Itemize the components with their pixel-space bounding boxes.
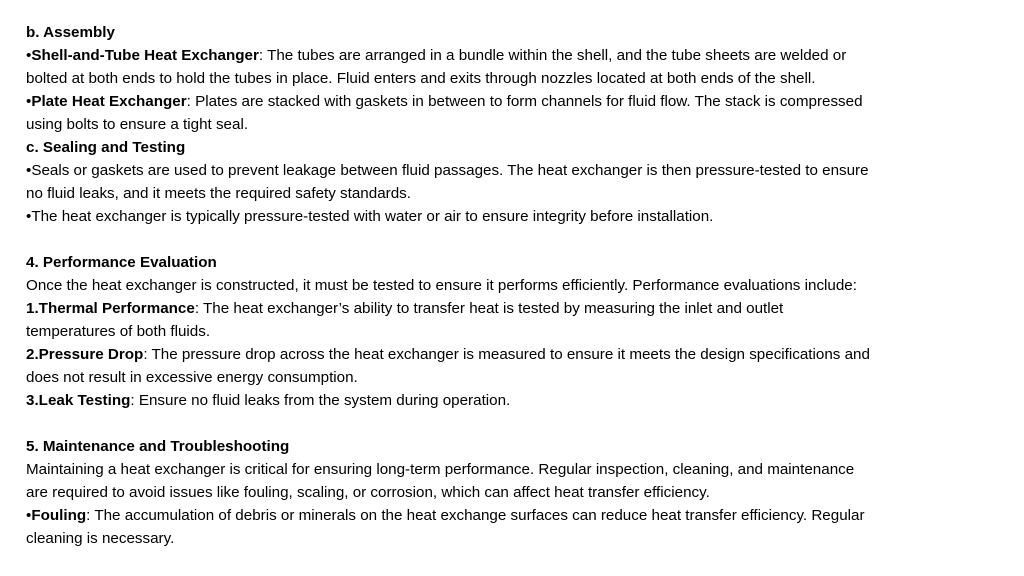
assembly-heading: b. Assembly — [26, 24, 115, 41]
bullet: • — [26, 507, 32, 524]
shell-tube-desc: : The tubes are arranged in a bundle within the shell, and the tube sheets are welded or — [258, 47, 847, 64]
leak-term: 3.Leak Testing — [26, 392, 131, 409]
plate-item-line1 — [26, 90, 998, 113]
bullet: • — [26, 93, 32, 110]
sealing-item2-line1: •The heat exchanger is typically pressure-tested with water or air to ensure integrity before installation. — [26, 208, 714, 225]
pressure-item-line2: does not result in excessive energy consumption. — [26, 369, 358, 386]
shell-tube-term: Shell-and-Tube Heat Exchanger — [31, 47, 259, 64]
fouling-term: Fouling — [31, 507, 87, 524]
plate-desc: : Plates are stacked with gaskets in between to form channels for fluid flow. The stack is compressed — [186, 93, 863, 110]
sealing-item1-line1: •Seals or gaskets are used to prevent leakage between fluid passages. The heat exchanger is then pressure-tested to ensure — [26, 162, 869, 179]
spacer — [26, 228, 998, 251]
sealing-heading: c. Sealing and Testing — [26, 139, 186, 156]
plate-term: Plate Heat Exchanger — [31, 93, 187, 110]
thermal-item-line1 — [26, 297, 998, 320]
maintenance-intro-line2: are required to avoid issues like fouling, scaling, or corrosion, which can affect heat transfer efficiency. — [26, 484, 710, 501]
pressure-desc: : The pressure drop across the heat exchanger is measured to ensure it meets the design specifications and — [143, 346, 870, 363]
thermal-desc: : The heat exchanger’s ability to transfer heat is tested by measuring the inlet and outlet — [194, 300, 784, 317]
sealing-item1-line2: no fluid leaks, and it meets the required safety standards. — [26, 185, 411, 202]
plate-item-line2: using bolts to ensure a tight seal. — [26, 116, 249, 133]
thermal-term: 1.Thermal Performance — [26, 300, 195, 317]
fouling-item-line1 — [26, 504, 998, 527]
fouling-desc: : The accumulation of debris or minerals on the heat exchange surfaces can reduce heat transfer efficiency. Regular — [86, 507, 865, 524]
performance-heading: 4. Performance Evaluation — [26, 254, 217, 271]
pressure-item-line1 — [26, 343, 998, 366]
maintenance-heading: 5. Maintenance and Troubleshooting — [26, 438, 290, 455]
leak-item-line1 — [26, 389, 998, 412]
leak-desc: : Ensure no fluid leaks from the system during operation. — [130, 392, 511, 409]
fouling-item-line2: cleaning is necessary. — [26, 530, 175, 547]
shell-tube-item-line1 — [26, 44, 998, 67]
maintenance-intro-line1: Maintaining a heat exchanger is critical for ensuring long-term performance. Regular inspection, cleaning, and maintenance — [26, 461, 855, 478]
bullet: • — [26, 47, 32, 64]
performance-intro: Once the heat exchanger is constructed, it must be tested to ensure it performs efficiently. Performance evaluations include: — [26, 277, 857, 294]
spacer — [26, 412, 998, 435]
thermal-item-line2: temperatures of both fluids. — [26, 323, 211, 340]
shell-tube-item-line2: bolted at both ends to hold the tubes in place. Fluid enters and exits through nozzles located at both ends of the shell. — [26, 70, 816, 87]
pressure-term: 2.Pressure Drop — [26, 346, 144, 363]
